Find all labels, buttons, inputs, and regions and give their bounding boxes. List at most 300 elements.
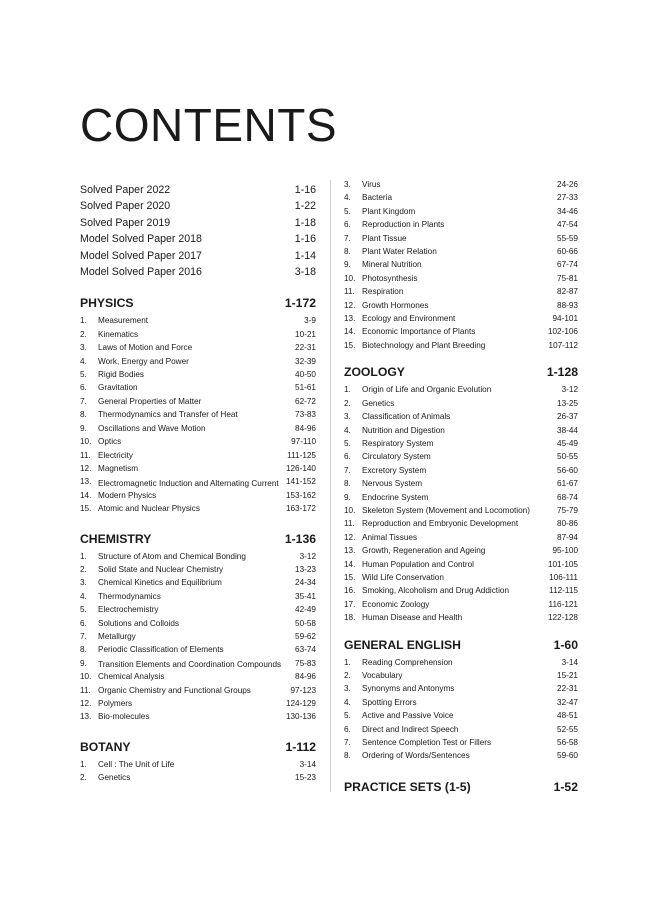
botany-chapter-row (344, 205, 578, 218)
chapter-pages: 24-26 (557, 180, 578, 189)
chapter-number: 12. (344, 532, 356, 542)
chapter-number: 1. (80, 551, 87, 561)
chapter-pages: 52-55 (557, 724, 578, 734)
physics-chapter-row (80, 381, 316, 394)
zoology-chapter-row (344, 410, 578, 423)
chapter-number: 5. (344, 711, 351, 721)
solved-paper-label: Solved Paper 2019 (80, 216, 171, 229)
chapter-pages: 32-47 (557, 697, 578, 707)
chapter-pages: 95-100 (552, 546, 578, 556)
chapter-title: Electromagnetic Induction and Alternating Current (98, 478, 279, 488)
chapter-number: 12. (80, 699, 92, 708)
chapter-number: 5. (344, 206, 351, 216)
chapter-pages: 141-152 (285, 477, 316, 487)
chapter-number: 8. (344, 479, 351, 489)
chapter-number: 4. (80, 356, 87, 366)
practice-sets-section (344, 780, 578, 794)
chapter-number: 7. (344, 465, 351, 475)
chapter-title: Rigid Bodies (98, 370, 144, 380)
botany-chapter-row (344, 191, 578, 204)
zoology-chapter-row (344, 558, 578, 571)
chapter-title: Mineral Nutrition (362, 260, 422, 270)
chapter-pages: 32-39 (295, 356, 316, 366)
chapter-number: 9. (344, 492, 351, 502)
general-english-heading-label: GENERAL ENGLISH (344, 637, 461, 652)
physics-chapter-row (80, 314, 316, 327)
chapter-title: Human Disease and Health (362, 613, 463, 623)
chapter-title: Excretory System (362, 465, 427, 475)
physics-heading (80, 296, 316, 310)
general-english-chapter-row (344, 696, 578, 709)
chapter-pages: 56-58 (557, 738, 578, 748)
chemistry-heading-label: CHEMISTRY (80, 531, 152, 546)
chapter-title: Reproduction in Plants (362, 220, 445, 230)
zoology-chapter-row (344, 383, 578, 396)
chapter-number: 10. (80, 672, 92, 682)
chapter-pages: 153-162 (285, 490, 316, 500)
chapter-number: 9. (80, 423, 87, 433)
chapter-number: 3. (344, 684, 351, 694)
chapter-title: Plant Water Relation (362, 247, 437, 257)
physics-chapter-row (80, 462, 316, 475)
chapter-title: Circulatory System (362, 452, 431, 462)
zoology-chapter-row (344, 517, 578, 530)
chemistry-chapter-row (80, 550, 316, 563)
chapter-number: 10. (344, 505, 356, 515)
zoology-chapter-row (344, 450, 578, 463)
chapter-number: 17. (344, 599, 356, 609)
chapter-number: 3. (344, 412, 351, 422)
chapter-number: 13. (344, 546, 356, 556)
chapter-title: Active and Passive Voice (362, 711, 454, 721)
chemistry-chapter-row (80, 657, 316, 670)
chapter-pages: 80-86 (557, 519, 578, 529)
chapter-title: Solid State and Nuclear Chemistry (98, 564, 224, 574)
chapter-title: Transition Elements and Coordination Compounds (98, 660, 282, 670)
botany-section-continued (344, 178, 578, 352)
chapter-pages: 24-34 (295, 578, 316, 588)
chapter-title: Laws of Motion and Force (98, 343, 193, 353)
chapter-number: 9. (344, 260, 351, 270)
chapter-pages: 59-62 (295, 631, 316, 641)
solved-paper-row (80, 198, 316, 214)
chapter-title: Oscillations and Wave Motion (98, 423, 206, 433)
chapter-pages: 3-12 (299, 551, 316, 561)
general-english-chapter-row (344, 723, 578, 736)
chapter-number: 11. (344, 519, 355, 529)
chemistry-heading-pages: 1-136 (284, 531, 316, 546)
general-english-chapter-row (344, 669, 578, 682)
chapter-pages: 101-105 (547, 559, 578, 569)
zoology-chapter-row (344, 397, 578, 410)
solved-paper-pages: 3-18 (294, 266, 316, 279)
chapter-number: 1. (80, 316, 87, 326)
chapter-pages: 60-66 (557, 247, 578, 257)
chapter-title: Modern Physics (98, 490, 157, 500)
chapter-pages: 112-115 (549, 586, 578, 596)
chapter-pages: 26-37 (557, 412, 578, 422)
chapter-title: Work, Energy and Power (98, 356, 189, 366)
chapter-title: Measurement (98, 316, 149, 326)
chapter-pages: 116-121 (548, 599, 578, 609)
chapter-number: 13. (344, 314, 356, 324)
chapter-title: Solutions and Colloids (98, 618, 180, 628)
solved-paper-label: Model Solved Paper 2016 (80, 266, 202, 279)
chapter-pages: 68-74 (557, 492, 578, 502)
chapter-pages: 163-172 (285, 504, 316, 514)
chapter-pages: 48-51 (557, 711, 578, 721)
physics-chapter-row (80, 422, 316, 435)
chemistry-chapter-row (80, 563, 316, 576)
chapter-number: 11. (80, 685, 91, 695)
chapter-pages: 55-59 (557, 233, 578, 243)
chapter-title: Direct and Indirect Speech (362, 724, 459, 734)
chapter-pages: 75-79 (557, 505, 578, 515)
chapter-number: 15. (80, 504, 92, 514)
chapter-number: 15. (344, 340, 356, 350)
chapter-pages: 3-14 (299, 759, 316, 769)
zoology-heading-label: ZOOLOGY (344, 365, 405, 380)
chapter-number: 2. (344, 398, 351, 408)
chapter-number: 14. (80, 490, 92, 500)
chapter-pages: 50-55 (557, 452, 578, 462)
practice-sets-heading-pages: 1-52 (553, 779, 578, 794)
chapter-number: 6. (344, 452, 351, 462)
zoology-chapter-row (344, 598, 578, 611)
chapter-pages: 56-60 (557, 465, 578, 475)
botany-chapter-row (344, 312, 578, 325)
physics-chapter-row (80, 435, 316, 448)
chapter-number: 2. (344, 671, 351, 680)
chapter-title: Thermodynamics (98, 591, 161, 601)
chapter-number: 10. (80, 437, 92, 447)
chapter-title: Respiration (362, 287, 404, 297)
chapter-pages: 97-110 (291, 437, 316, 447)
physics-chapter-row (80, 355, 316, 368)
physics-heading-label: PHYSICS (80, 296, 134, 311)
general-english-heading-pages: 1-60 (553, 637, 578, 652)
chapter-title: Electrochemistry (98, 605, 159, 615)
chapter-pages: 15-21 (557, 671, 578, 680)
zoology-section (344, 365, 578, 624)
general-english-section (344, 638, 578, 763)
chapter-number: 13. (80, 477, 92, 487)
chapter-number: 9. (80, 658, 87, 668)
chapter-title: Virus (362, 180, 381, 189)
chapter-number: 15. (344, 572, 356, 582)
chapter-title: Chemical Kinetics and Equilibrium (98, 578, 222, 588)
chapter-title: Cell : The Unit of Life (98, 759, 175, 769)
chapter-number: 4. (344, 425, 351, 435)
chapter-title: Smoking, Alcoholism and Drug Addiction (362, 586, 509, 596)
botany-heading-label: BOTANY (80, 739, 131, 754)
chapter-pages: 50-58 (295, 618, 316, 628)
chapter-pages: 67-74 (557, 260, 578, 270)
chemistry-chapter-row (80, 697, 316, 710)
chapter-title: Reproduction and Embryonic Development (362, 519, 519, 529)
solved-paper-row (80, 264, 316, 280)
left-column (80, 182, 316, 785)
chapter-number: 13. (80, 712, 92, 722)
physics-chapter-row (80, 489, 316, 502)
chapter-number: 8. (344, 751, 351, 761)
solved-paper-label: Solved Paper 2020 (80, 200, 171, 213)
chapter-title: Periodic Classification of Elements (98, 645, 224, 655)
solved-paper-pages: 1-16 (294, 184, 316, 196)
chapter-title: Chemical Analysis (98, 672, 165, 682)
solved-paper-label: Solved Paper 2022 (80, 184, 171, 196)
chapter-number: 12. (344, 300, 356, 310)
physics-chapter-row (80, 475, 316, 488)
chapter-number: 8. (80, 410, 87, 420)
solved-paper-pages: 1-18 (294, 216, 316, 229)
botany-chapter-row (344, 299, 578, 312)
chapter-pages: 34-46 (557, 206, 578, 216)
zoology-chapter-row (344, 491, 578, 504)
chapter-pages: 3-12 (561, 385, 578, 395)
solved-paper-row (80, 182, 316, 198)
chapter-title: Organic Chemistry and Functional Groups (98, 685, 251, 695)
botany-chapter-row (344, 178, 578, 191)
chapter-number: 18. (344, 613, 356, 623)
chapter-title: Atomic and Nuclear Physics (98, 504, 200, 514)
solved-paper-row (80, 215, 316, 231)
general-english-chapter-row (344, 682, 578, 695)
solved-paper-pages: 1-14 (294, 249, 316, 262)
chapter-number: 2. (80, 773, 87, 783)
zoology-chapter-row (344, 504, 578, 517)
chemistry-chapter-row (80, 643, 316, 656)
chapter-title: Sentence Completion Test or Fillers (362, 738, 492, 748)
chapter-title: General Properties of Matter (98, 396, 202, 406)
botany-chapter-row (344, 245, 578, 258)
zoology-chapter-row (344, 477, 578, 490)
chapter-title: Growth, Regeneration and Ageing (362, 546, 486, 556)
chapter-title: Wild Life Conservation (362, 572, 444, 582)
botany-heading-pages: 1-112 (285, 739, 316, 754)
chapter-number: 4. (344, 193, 351, 203)
botany-chapter-row (344, 272, 578, 285)
chapter-pages: 73-83 (295, 410, 316, 420)
chapter-title: Reading Comprehension (362, 657, 453, 667)
chemistry-chapter-row (80, 590, 316, 603)
chapter-title: Magnetism (98, 463, 139, 473)
chapter-pages: 10-21 (295, 329, 316, 339)
chapter-pages: 102-106 (547, 327, 578, 337)
general-english-heading (344, 638, 578, 652)
chapter-pages: 122-128 (547, 613, 578, 623)
botany-chapter-row (344, 258, 578, 271)
chapter-pages: 47-54 (557, 220, 578, 230)
chapter-number: 4. (344, 697, 351, 707)
general-english-chapter-row (344, 749, 578, 762)
chapter-pages: 13-25 (557, 398, 578, 408)
chapter-number: 2. (80, 564, 87, 574)
chapter-title: Genetics (362, 398, 395, 408)
chapter-number: 2. (80, 329, 87, 339)
chemistry-chapter-row (80, 603, 316, 616)
chapter-number: 7. (344, 738, 351, 748)
chapter-number: 10. (344, 273, 356, 283)
chapter-pages: 3-14 (561, 657, 578, 667)
chapter-title: Synonyms and Antonyms (362, 684, 455, 694)
page-title: CONTENTS (80, 99, 337, 151)
botany-chapter-row (344, 232, 578, 245)
solved-paper-label: Model Solved Paper 2018 (80, 233, 202, 246)
zoology-heading-pages: 1-128 (546, 365, 578, 380)
chapter-number: 3. (80, 343, 87, 353)
chapter-title: Skeleton System (Movement and Locomotion) (362, 505, 530, 515)
chapter-pages: 40-50 (295, 370, 316, 380)
chapter-pages: 27-33 (557, 193, 578, 203)
chapter-pages: 42-49 (295, 605, 316, 615)
chapter-pages: 75-81 (557, 273, 578, 283)
chapter-pages: 38-44 (557, 425, 578, 435)
solved-paper-label: Model Solved Paper 2017 (80, 249, 202, 262)
chapter-pages: 35-41 (295, 591, 316, 601)
botany-chapter-row (344, 285, 578, 298)
chapter-number: 14. (344, 327, 356, 337)
chapter-pages: 62-72 (295, 396, 316, 406)
chapter-title: Thermodynamics and Transfer of Heat (98, 410, 238, 420)
zoology-chapter-row (344, 437, 578, 450)
zoology-chapter-row (344, 544, 578, 557)
chapter-title: Structure of Atom and Chemical Bonding (98, 551, 246, 561)
chapter-pages: 61-67 (557, 479, 578, 489)
chapter-title: Endocrine System (362, 492, 429, 502)
chapter-pages: 51-61 (295, 383, 316, 393)
chapter-title: Nutrition and Digestion (362, 425, 445, 435)
chapter-number: 5. (80, 370, 87, 380)
chapter-pages: 3-9 (304, 316, 316, 326)
chapter-title: Optics (98, 437, 122, 447)
chapter-number: 3. (344, 180, 351, 189)
solved-paper-row (80, 248, 316, 264)
chapter-title: Electricity (98, 450, 134, 460)
chapter-title: Bio-molecules (98, 712, 150, 722)
physics-heading-pages: 1-172 (284, 296, 316, 311)
zoology-chapter-row (344, 424, 578, 437)
chapter-title: Plant Kingdom (362, 206, 416, 216)
solved-paper-pages: 1-16 (294, 233, 316, 246)
chapter-title: Human Population and Control (362, 559, 474, 569)
zoology-chapter-row (344, 531, 578, 544)
chapter-number: 5. (344, 438, 351, 448)
chapter-title: Spotting Errors (362, 697, 417, 707)
chapter-title: Ecology and Environment (362, 314, 456, 324)
chapter-number: 4. (80, 591, 87, 601)
botany-chapter-row (344, 325, 578, 338)
botany-section (80, 740, 316, 785)
botany-chapter-row (344, 218, 578, 231)
practice-sets-heading (344, 780, 578, 794)
chapter-number: 8. (344, 247, 351, 257)
physics-chapter-row (80, 395, 316, 408)
chapter-pages: 84-96 (295, 672, 316, 682)
chapter-title: Growth Hormones (362, 300, 429, 310)
chapter-title: Genetics (98, 773, 131, 783)
chapter-number: 6. (344, 220, 351, 230)
chapter-pages: 22-31 (557, 684, 578, 694)
chapter-number: 16. (344, 586, 356, 596)
chapter-title: Respiratory System (362, 438, 434, 448)
chapter-title: Classification of Animals (362, 412, 451, 422)
physics-chapter-row (80, 449, 316, 462)
chapter-number: 6. (344, 724, 351, 734)
chapter-number: 1. (344, 385, 351, 395)
chapter-title: Kinematics (98, 329, 139, 339)
chapter-pages: 111-125 (287, 450, 316, 460)
chapter-pages: 13-23 (295, 564, 316, 574)
solved-paper-pages: 1-22 (294, 200, 316, 213)
chapter-pages: 107-112 (548, 340, 578, 350)
chapter-title: Vocabulary (362, 671, 403, 680)
chapter-title: Plant Tissue (362, 233, 407, 243)
chapter-title: Polymers (98, 699, 133, 708)
general-english-chapter-row (344, 709, 578, 722)
zoology-heading (344, 365, 578, 379)
chapter-pages: 59-60 (557, 751, 578, 761)
chapter-pages: 45-49 (557, 438, 578, 448)
chapter-number: 1. (80, 759, 87, 769)
chapter-number: 6. (80, 618, 87, 628)
chapter-title: Origin of Life and Organic Evolution (362, 385, 492, 395)
chapter-number: 6. (80, 383, 87, 393)
zoology-chapter-row (344, 464, 578, 477)
zoology-chapter-row (344, 584, 578, 597)
chapter-pages: 82-87 (557, 287, 578, 297)
chapter-number: 8. (80, 645, 87, 655)
chapter-pages: 15-23 (295, 773, 316, 783)
chapter-pages: 106-111 (549, 572, 578, 582)
botany-heading (80, 740, 316, 754)
botany-chapter-row (80, 771, 316, 784)
chemistry-heading (80, 532, 316, 546)
solved-papers-list (80, 182, 316, 280)
physics-section (80, 296, 316, 515)
chapter-number: 3. (80, 578, 87, 588)
chapter-number: 1. (344, 657, 351, 667)
chapter-number: 7. (80, 631, 87, 641)
chapter-pages: 63-74 (295, 645, 316, 655)
chapter-pages: 124-129 (285, 699, 316, 708)
physics-chapter-row (80, 502, 316, 515)
chapter-title: Animal Tissues (362, 532, 418, 542)
chapter-title: Metallurgy (98, 631, 136, 641)
physics-chapter-row (80, 408, 316, 421)
chapter-number: 5. (80, 605, 87, 615)
zoology-chapter-row (344, 571, 578, 584)
chapter-number: 7. (80, 396, 87, 406)
chapter-title: Biotechnology and Plant Breeding (362, 340, 486, 350)
chapter-title: Bacteria (362, 193, 393, 203)
practice-sets-heading-label: PRACTICE SETS (1-5) (344, 779, 471, 794)
chapter-pages: 87-94 (557, 532, 578, 542)
chemistry-chapter-row (80, 684, 316, 697)
chemistry-chapter-row (80, 630, 316, 643)
right-column (344, 182, 578, 798)
chapter-number: 12. (80, 463, 92, 473)
chapter-number: 7. (344, 233, 351, 243)
solved-paper-row (80, 231, 316, 247)
chemistry-chapter-row (80, 710, 316, 723)
chapter-pages: 130-136 (285, 712, 316, 722)
chapter-pages: 88-93 (557, 300, 578, 310)
chemistry-chapter-row (80, 576, 316, 589)
physics-chapter-row (80, 368, 316, 381)
chapter-title: Economic Zoology (362, 599, 430, 609)
chapter-pages: 75-83 (295, 658, 316, 668)
